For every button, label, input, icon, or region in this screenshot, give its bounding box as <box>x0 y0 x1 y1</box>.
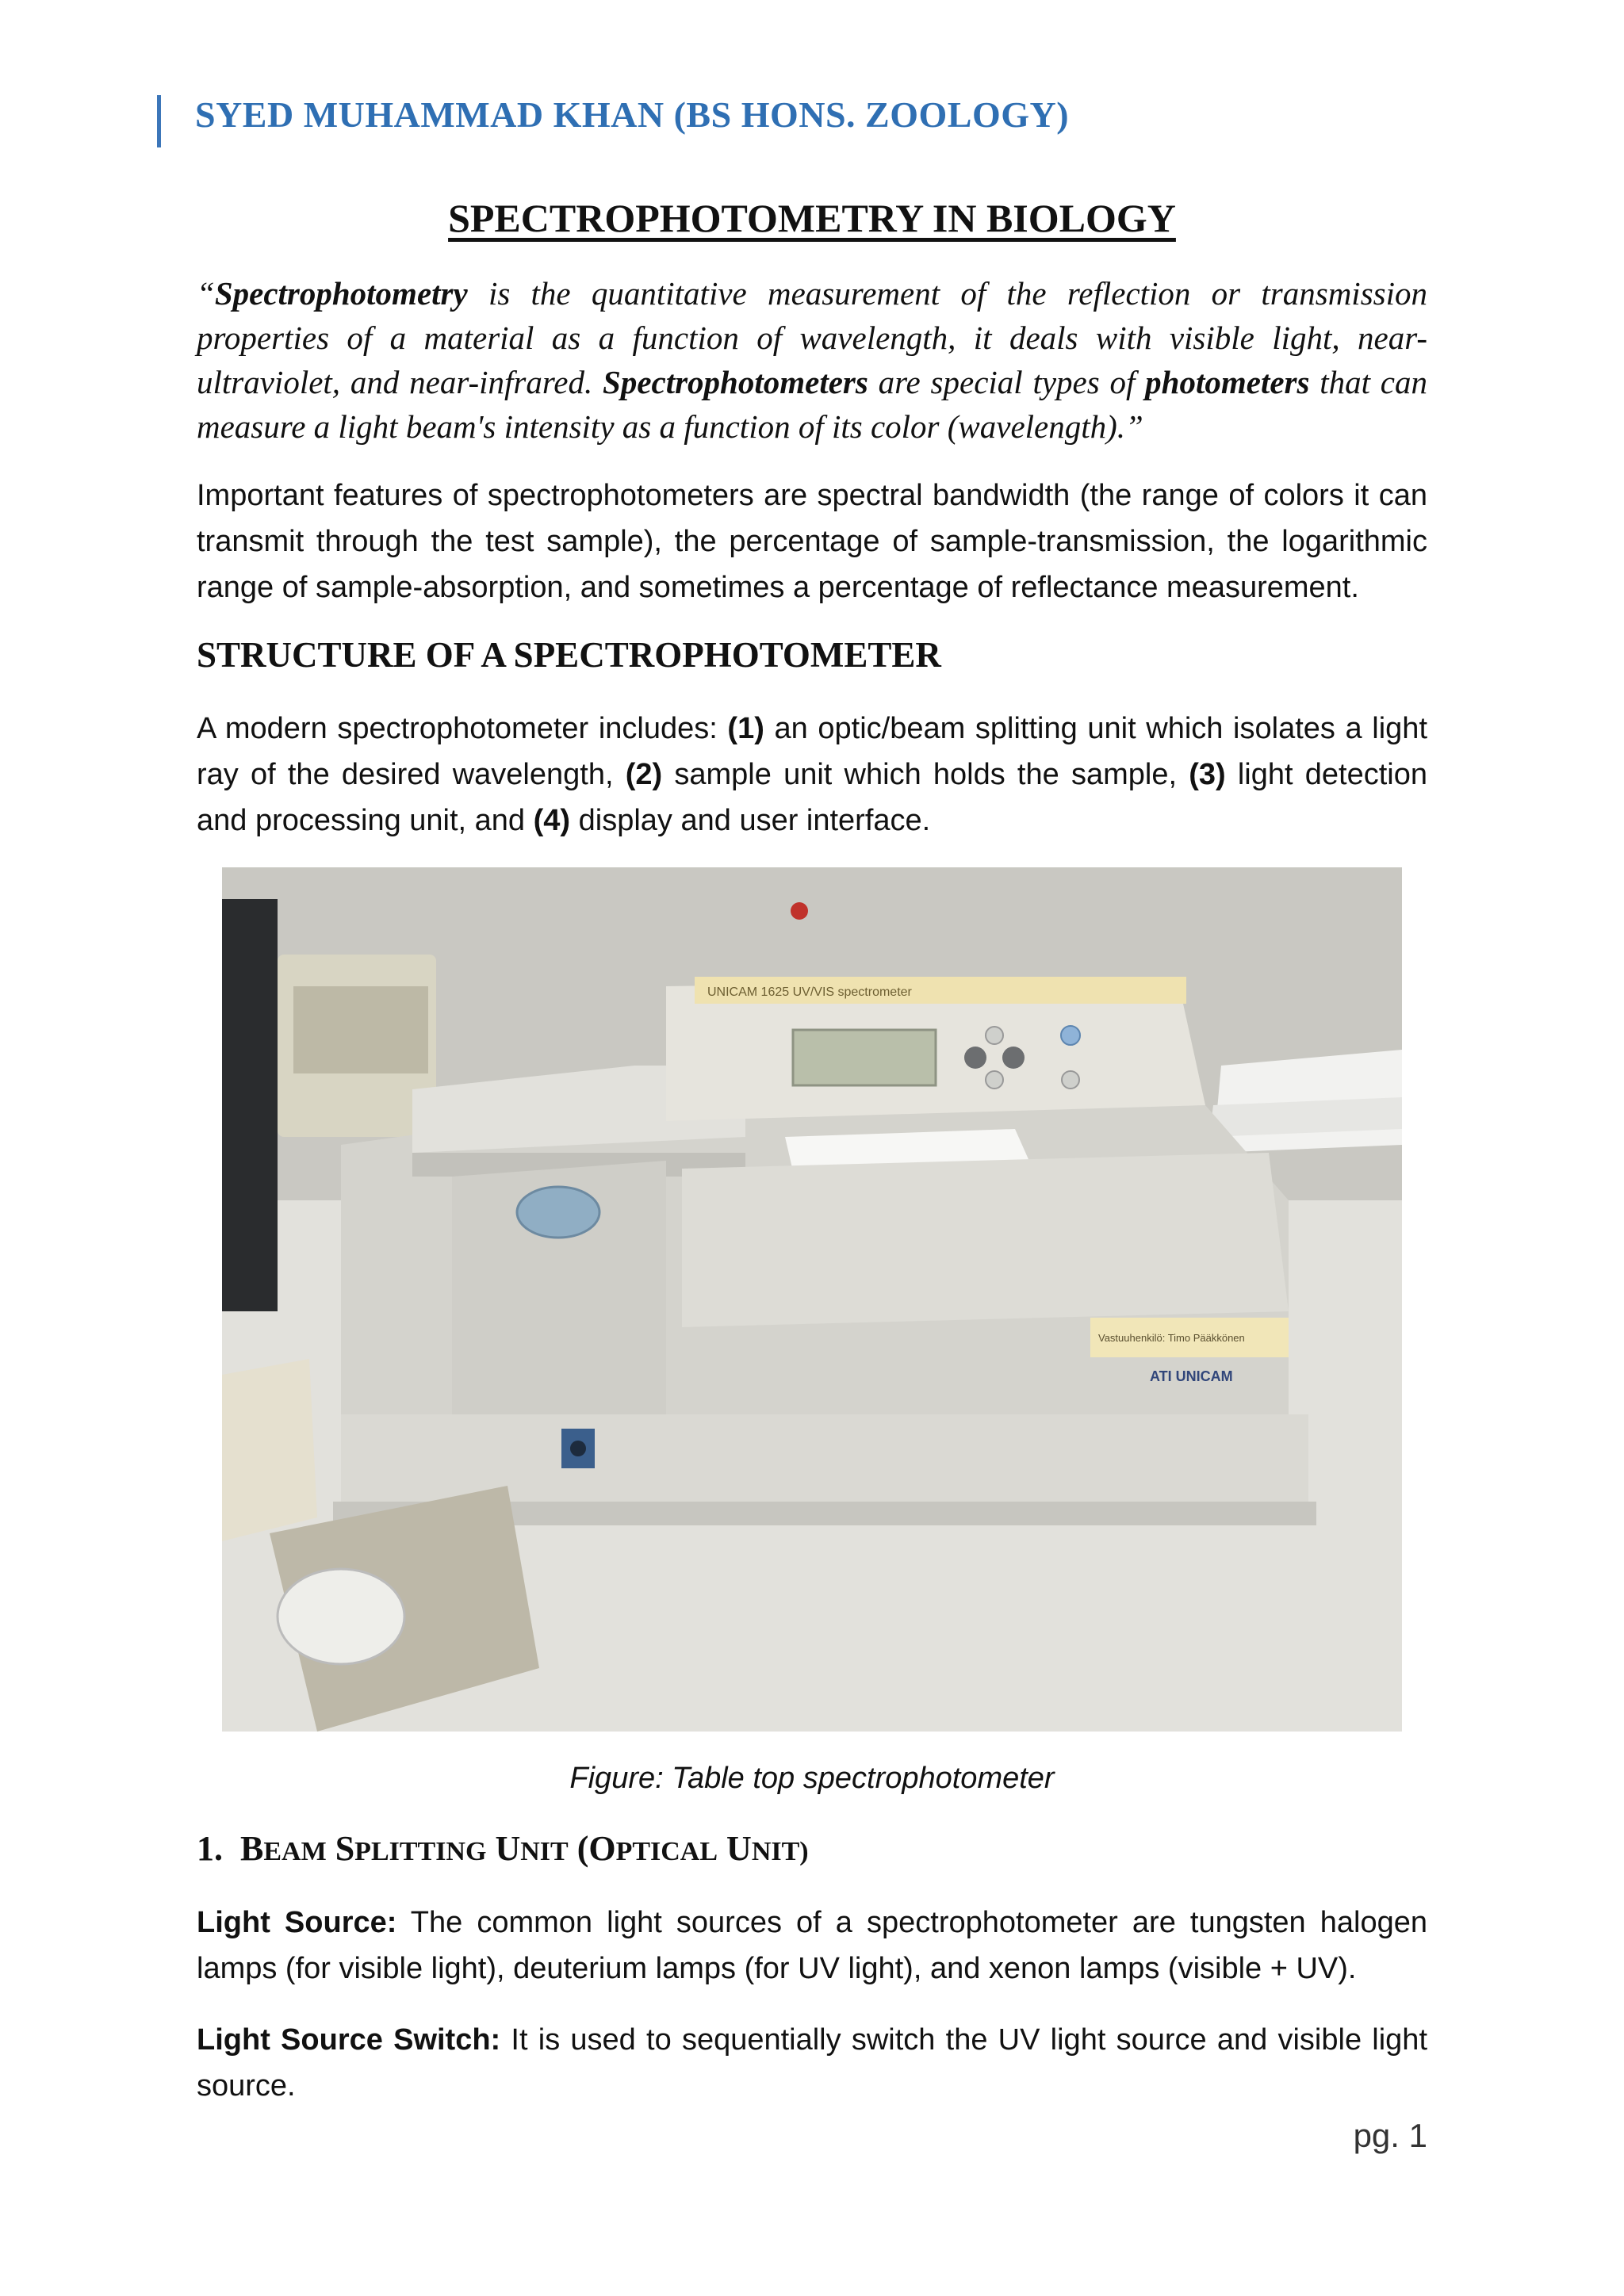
beam-splitting-heading <box>197 1828 809 1869</box>
item-text-4: display and user interface. <box>570 804 931 837</box>
heading-cap: U <box>726 1829 752 1868</box>
header-accent-bar <box>157 95 161 147</box>
structure-paragraph <box>197 706 1427 844</box>
figure-caption: Figure: Table top spectrophotometer <box>569 1762 1055 1795</box>
item-number-3: (3) <box>1189 758 1226 791</box>
heading-word-2 <box>335 1829 487 1868</box>
heading-cap: S <box>335 1829 355 1868</box>
device-label: UNICAM 1625 UV/VIS spectrometer <box>707 985 912 999</box>
heading-cap: (O <box>576 1829 616 1868</box>
device-sticker: Vastuuhenkilö: Timo Pääkkönen <box>1098 1332 1245 1344</box>
item-text-1: an optic/beam splitting unit which isolates a light ray of the desired wavelength, <box>197 712 1427 791</box>
light-source-text: The common light sources of a spectrophotometer are tungsten halogen lamps (for visible light), deuterium lamps (for UV light), and xenon lamps (visible + UV). <box>197 1906 1427 1985</box>
light-switch-paragraph <box>197 2017 1427 2109</box>
definition-quote <box>197 271 1427 449</box>
heading-word-3 <box>495 1829 568 1868</box>
author-header: SYED MUHAMMAD KHAN (BS HONS. ZOOLOGY) <box>195 94 1070 135</box>
heading-rest: PLITTING <box>354 1837 487 1866</box>
item-text-2: sample unit which holds the sample, <box>662 758 1189 791</box>
spectrophotometer-photo <box>222 867 1402 1732</box>
term-photometers: photometers <box>1145 364 1310 400</box>
heading-cap: U <box>495 1829 521 1868</box>
quote-text-2: are special types of <box>868 364 1146 400</box>
spectrophotometer-illustration <box>222 867 1402 1732</box>
features-paragraph: Important features of spectrophotometers are spectral bandwidth (the range of colors it can transmit through the test sample), the percentage of sample-transmission, the logarithmic range of sample-absorption, and sometimes a percentage of reflectance measurement. <box>197 479 1427 604</box>
item-number-4: (4) <box>533 804 571 837</box>
section-number: 1. <box>197 1829 223 1868</box>
heading-word-5 <box>726 1829 809 1868</box>
quote-text-1: is the quantitative measurement of the reflection or transmission properties of a material as a function of wavelength, it deals with visible light, near-ultraviolet, and near-infrared. <box>197 275 1427 400</box>
quote-text-3: that can measure a light beam's intensity as a function of its color (wavelength).” <box>197 364 1427 445</box>
light-switch-label: Light Source Switch: <box>197 2023 501 2057</box>
device-brand: ATI UNICAM <box>1150 1368 1233 1384</box>
heading-rest: NIT) <box>751 1837 809 1866</box>
light-source-label: Light Source: <box>197 1906 397 1939</box>
quote-open-mark: “ <box>197 275 215 312</box>
heading-rest: PTICAL <box>615 1837 718 1866</box>
light-source-paragraph <box>197 1900 1427 1992</box>
term-spectrophotometry: Spectrophotometry <box>214 275 468 312</box>
document-title: SPECTROPHOTOMETRY IN BIOLOGY <box>448 196 1176 240</box>
item-number-1: (1) <box>727 712 764 745</box>
term-spectrophotometers: Spectrophotometers <box>603 364 868 400</box>
light-switch-text: It is used to sequentially switch the UV light source and visible light source. <box>197 2023 1427 2103</box>
structure-heading: STRUCTURE OF A SPECTROPHOTOMETER <box>197 635 941 675</box>
heading-word-4 <box>577 1829 718 1868</box>
item-text-3: light detection and processing unit, and <box>197 758 1428 837</box>
heading-word-1 <box>240 1829 327 1868</box>
heading-cap: B <box>240 1829 264 1868</box>
heading-rest: EAM <box>263 1837 327 1866</box>
structure-intro: A modern spectrophotometer includes: <box>197 712 728 745</box>
heading-rest: NIT <box>520 1837 569 1866</box>
page-number: pg. 1 <box>1353 2117 1427 2154</box>
item-number-2: (2) <box>625 758 663 791</box>
